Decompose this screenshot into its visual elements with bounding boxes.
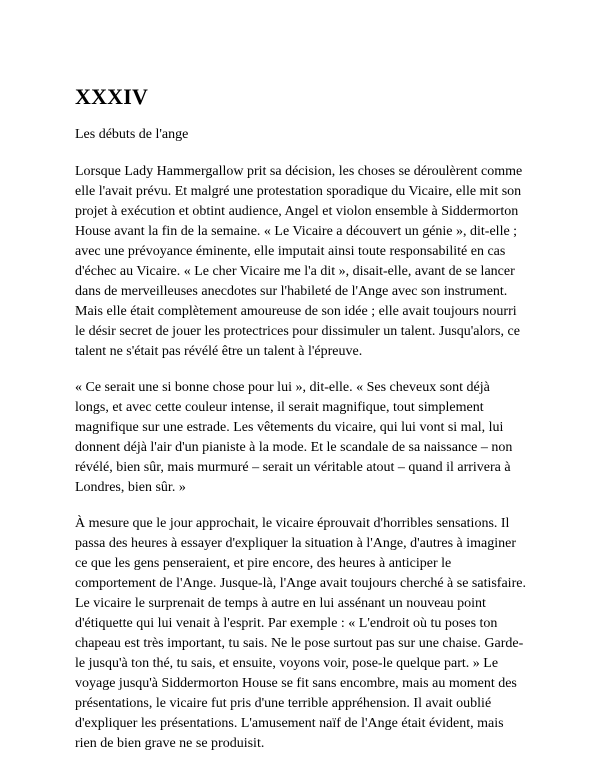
paragraph-2: « Ce serait une si bonne chose pour lui », dit-elle. « Ses cheveux sont déjà longs, et avec cette couleur intense, il serait magnifique, tout simplement magnifique sur une estrade. Les vêtements du vicaire, qui lui vont si mal, lui donnent déjà l'air d'un pianiste à la mode. Et le scandale de sa naissance – non révélé, bien sûr, mais murmuré – serait un véritable atout – quand il arrivera à Londres, bien sûr. » — [75, 380, 513, 495]
paragraph-1: Lorsque Lady Hammergallow prit sa décision, les choses se déroulèrent comme elle l'avait prévu. Et malgré une protestation sporadique du Vicaire, elle mit son projet à exécution et obtint audience, Angel et violon ensemble à Siddermorton House avant la fin de la semaine. « Le Vicaire a découvert un génie », dit-elle ; avec une prévoyance éminente, elle imputait ainsi toute responsabilité en cas d'échec au Vicaire. « Le cher Vicaire me l'a dit », disait-elle, avant de se lancer dans de merveilleuses anecdotes sur l'habileté de l'Ange avec son instrument. Mais elle était complètement amoureuse de son idée ; elle avait toujours nourri le désir secret de jouer les protectrices pour dissimuler un talent. Jusqu'alors, ce talent ne s'était pas révélé être un talent à l'épreuve. — [75, 164, 523, 359]
chapter-number: XXXIV — [75, 84, 149, 109]
document-page — [75, 84, 527, 754]
chapter-title: Les débuts de l'ange — [75, 127, 189, 142]
paragraph-3: À mesure que le jour approchait, le vicaire éprouvait d'horribles sensations. Il passa des heures à essayer d'expliquer la situation à l'Ange, d'autres à imaginer ce que les gens penseraient, et pire encore, des heures à anticiper le comportement de l'Ange. Jusque-là, l'Ange avait toujours cherché à se satisfaire. Le vicaire le surprenait de temps à autre en lui assénant un nouveau point d'étiquette qui lui venait à l'esprit. Par exemple : « L'endroit où tu poses ton chapeau est très important, tu sais. Ne le pose surtout pas sur une chaise. Garde-le jusqu'à ton thé, tu sais, et ensuite, voyons voir, pose-le quelque part. » Le voyage jusqu'à Siddermorton House se fit sans encombre, mais au moment des présentations, le vicaire fut pris d'une terrible appréhension. Il avait oublié d'expliquer les présentations. L'amusement naïf de l'Ange était évident, mais rien de bien grave ne se produisit. — [75, 516, 526, 751]
